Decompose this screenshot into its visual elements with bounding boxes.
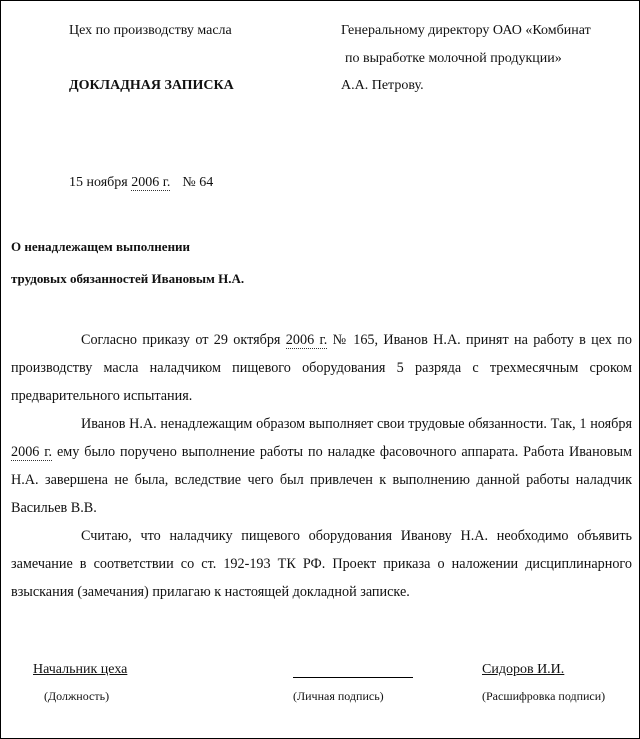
- memo-body: [11, 326, 632, 606]
- date-and-number: [69, 175, 213, 191]
- position-caption: (Должность): [44, 689, 110, 703]
- date-day-month: 15 ноября: [69, 175, 132, 190]
- subject-line-2: трудовых обязанностей Ивановым Н.А.: [11, 271, 245, 286]
- signature-line: [293, 677, 413, 678]
- addressee-line-2: по выработке молочной продукции»: [345, 51, 562, 66]
- subject-line-1: О ненадлежащем выполнении: [11, 239, 191, 254]
- department-name: Цех по производству масла: [69, 23, 232, 38]
- addressee-line-1: Генеральному директору ОАО «Комбинат: [341, 23, 591, 38]
- p1-text-start: Согласно приказу от 29 октября: [81, 332, 286, 348]
- document-number: № 64: [182, 175, 214, 190]
- body-paragraph-3: Считаю, что наладчику пищевого оборудования Иванову Н.А. необходимо объявить замечание в соответствии со ст. 192-193 ТК РФ. Проект приказа о наложении дисциплинарного взыскания (замечания) прилагаю к настоящей докладной записке.: [11, 528, 632, 600]
- document-type: ДОКЛАДНАЯ ЗАПИСКА: [69, 78, 234, 93]
- p2-text-start: Иванов Н.А. ненадлежащим образом выполняет свои трудовые обязанности. Так, 1 ноября: [81, 416, 632, 432]
- body-paragraph-1: [11, 326, 632, 410]
- p2-text-end: ему было поручено выполнение работы по наладке фасовочного аппарата. Работа Ивановым Н.А. завершена не была, вследствие чего был привлечен к выполнению данной работы наладчик Васильев В.В.: [11, 444, 632, 516]
- signer-position: Начальник цеха: [33, 662, 128, 677]
- signer-name: Сидоров И.И.: [482, 662, 565, 677]
- name-caption: (Расшифровка подписи): [482, 689, 606, 703]
- p2-year: 2006 г.: [11, 444, 53, 460]
- body-paragraph-2: [11, 410, 632, 522]
- signature-caption: (Личная подпись): [293, 689, 384, 703]
- date-year: 2006 г.: [131, 175, 171, 190]
- p1-text-end: № 165, Иванов Н.А. принят на работу в цех по производству масла наладчиком пищевого оборудования 5 разряда с трехмесячным сроком предварительного испытания.: [11, 332, 632, 404]
- p1-year: 2006 г.: [285, 332, 328, 348]
- addressee-line-3: А.А. Петрову.: [341, 78, 424, 93]
